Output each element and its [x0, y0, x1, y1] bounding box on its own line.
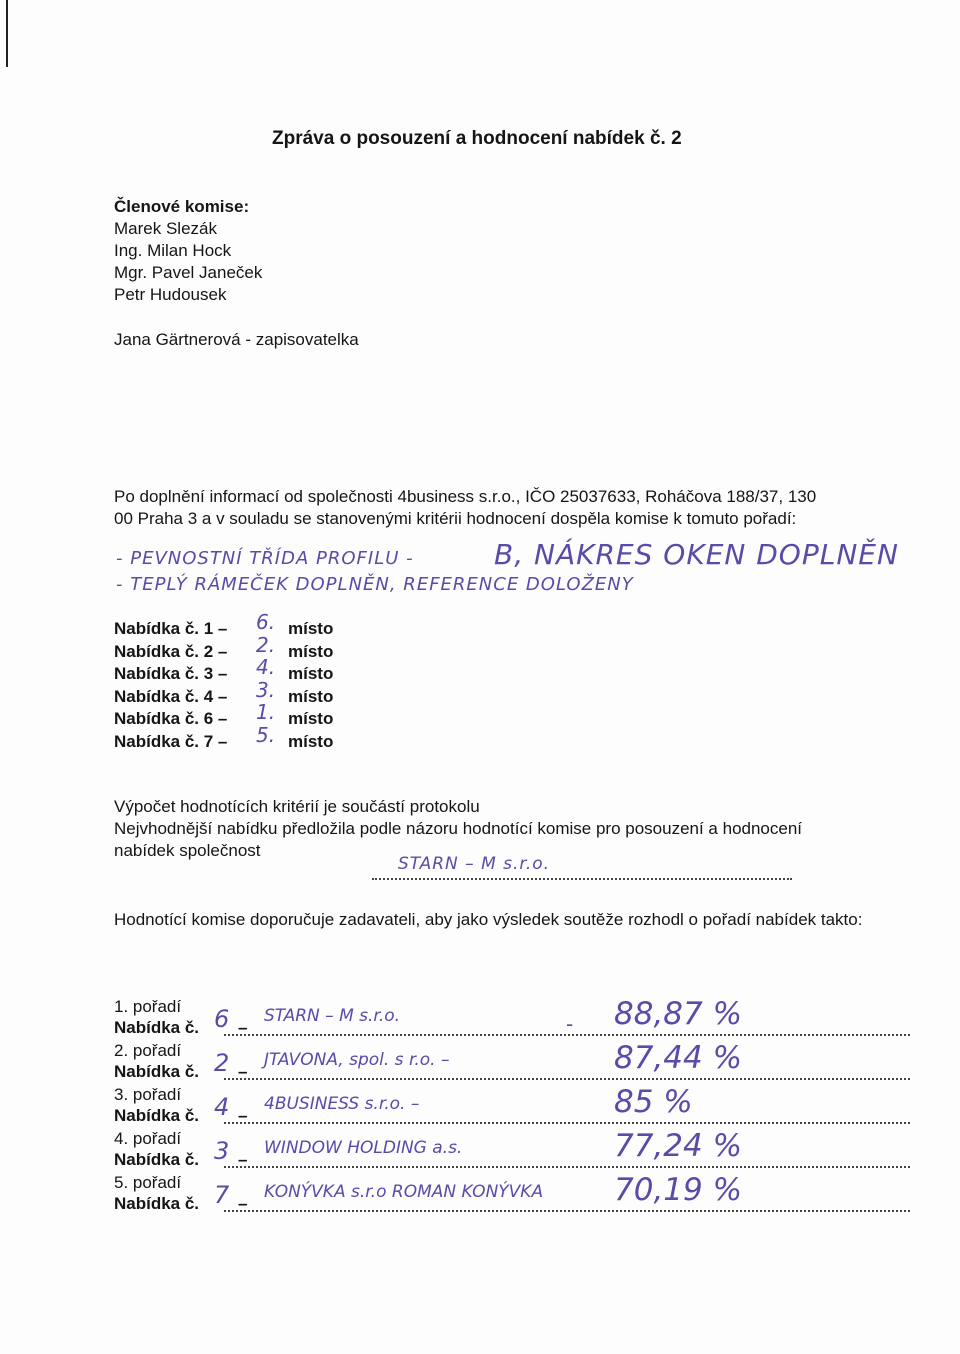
offer-label: Nabídka č. 1 – [114, 619, 228, 638]
handwritten-score: 87,44 % [614, 1040, 743, 1076]
document-title: Zpráva o posouzení a hodnocení nabídek č. 2 [272, 128, 682, 149]
recommendation-paragraph: Hodnotící komise doporučuje zadavateli, aby jako výsledek soutěže rozhodl o pořadí nabídek takto: [114, 910, 863, 929]
offer-number-label: Nabídka č. [114, 1062, 200, 1081]
offer-label: Nabídka č. 2 – [114, 641, 228, 661]
intro-paragraph: Po doplnění informací od společnosti 4business s.r.o., IČO 25037633, Roháčova 188/37, 130 00 Praha 3 a v souladu se stanovenými kritérii hodnocení dospěla komise k tomuto pořadí: [114, 487, 817, 528]
rank-label: 4. pořadí [114, 1129, 182, 1148]
offer-placement-row [114, 632, 334, 664]
handwritten-offer-number: 2 [214, 1049, 230, 1077]
order-dash: – [238, 1106, 248, 1125]
handwritten-offer-number: 3 [214, 1137, 230, 1165]
commission-member: Mgr. Pavel Janeček [114, 263, 263, 282]
placement-suffix: místo [288, 664, 334, 683]
offer-number-label: Nabídka č. [114, 1150, 200, 1169]
final-order-row [114, 1085, 814, 1129]
order-dash: – [238, 1194, 248, 1213]
handwritten-offer-number: 4 [214, 1093, 230, 1121]
order-dash: – [238, 1150, 248, 1169]
handwritten-company: STARN – M s.r.o. [264, 1006, 401, 1026]
dotted-line [224, 1166, 910, 1168]
rank-label: 1. pořadí [114, 997, 182, 1016]
placement-suffix: místo [288, 641, 334, 661]
handwritten-score: 77,24 % [614, 1128, 743, 1164]
handwritten-score: 85 % [614, 1084, 693, 1120]
handwritten-placement: 2. [256, 632, 276, 657]
offer-placement-row [114, 722, 334, 754]
order-dash: – [238, 1018, 248, 1037]
final-order-row [114, 997, 814, 1041]
placement-suffix: místo [288, 619, 334, 638]
offer-placement-list [114, 610, 334, 753]
dotted-line [224, 1210, 910, 1212]
handwritten-score: 88,87 % [614, 996, 743, 1032]
commission-member: Petr Hudousek [114, 285, 227, 304]
results-line: Nejvhodnější nabídku předložila podle názoru hodnotící komise pro posouzení a hodnocení nabídek společnost [114, 819, 803, 860]
rank-label: 5. pořadí [114, 1173, 182, 1192]
offer-number-label: Nabídka č. [114, 1194, 200, 1213]
commission-heading: Členové komise: [114, 197, 250, 216]
secretary-line: Jana Gärtnerová - zapisovatelka [114, 330, 359, 349]
handwritten-score: 70,19 % [614, 1172, 743, 1208]
rank-label: 2. pořadí [114, 1041, 182, 1060]
final-order-row [114, 1041, 814, 1085]
handwritten-separator: - [566, 1012, 574, 1036]
placement-suffix: místo [288, 686, 334, 706]
handwritten-placement: 5. [256, 722, 276, 747]
dotted-line [224, 1078, 910, 1080]
dotted-line [224, 1034, 910, 1036]
offer-label: Nabídka č. 3 – [114, 664, 228, 683]
offer-label: Nabídka č. 4 – [114, 686, 228, 706]
results-paragraph [114, 796, 834, 862]
placement-suffix: místo [288, 731, 334, 751]
commission-member: Ing. Milan Hock [114, 241, 232, 260]
handwritten-offer-number: 6 [214, 1005, 230, 1033]
offer-placement-row [114, 610, 334, 641]
offer-placement-row [114, 700, 334, 731]
rank-label: 3. pořadí [114, 1085, 182, 1104]
scan-edge-line [6, 0, 8, 67]
results-line: Výpočet hodnotících kritérií je součástí protokolu [114, 797, 480, 816]
commission-members [114, 196, 262, 306]
handwritten-company: JTAVONA, spol. s r.o. – [264, 1050, 450, 1070]
placement-suffix: místo [288, 709, 334, 728]
dotted-line [224, 1122, 910, 1124]
handwritten-winner: STARN – M s.r.o. [398, 854, 551, 874]
offer-number-label: Nabídka č. [114, 1018, 200, 1037]
final-order-row [114, 1173, 814, 1217]
final-order-row [114, 1129, 814, 1173]
handwritten-company: KONÝVKA s.r.o ROMAN KONÝVKA [264, 1182, 544, 1202]
offer-label: Nabídka č. 6 – [114, 709, 228, 728]
handwritten-offer-number: 7 [214, 1181, 230, 1209]
handwritten-criteria-line: - PEVNOSTNÍ TŘÍDA PROFILU - [116, 548, 414, 569]
offer-number-label: Nabídka č. [114, 1106, 200, 1125]
offer-placement-row [114, 655, 334, 686]
offer-placement-row [114, 677, 334, 709]
handwritten-placement: 6. [256, 610, 276, 634]
handwritten-placement: 1. [256, 700, 276, 724]
handwritten-company: WINDOW HOLDING a.s. [264, 1138, 463, 1158]
final-order-list [114, 997, 814, 1217]
order-dash: – [238, 1062, 248, 1081]
offer-label: Nabídka č. 7 – [114, 731, 228, 751]
handwritten-criteria-line: - TEPLÝ RÁMEČEK DOPLNĚN, REFERENCE DOLOŽENY [116, 574, 634, 595]
handwritten-criteria-note: B, NÁKRES OKEN DOPLNĚN [494, 538, 899, 571]
handwritten-company: 4BUSINESS s.r.o. – [264, 1094, 420, 1114]
handwritten-placement: 3. [256, 677, 276, 702]
commission-member: Marek Slezák [114, 219, 217, 238]
handwritten-placement: 4. [256, 655, 276, 679]
